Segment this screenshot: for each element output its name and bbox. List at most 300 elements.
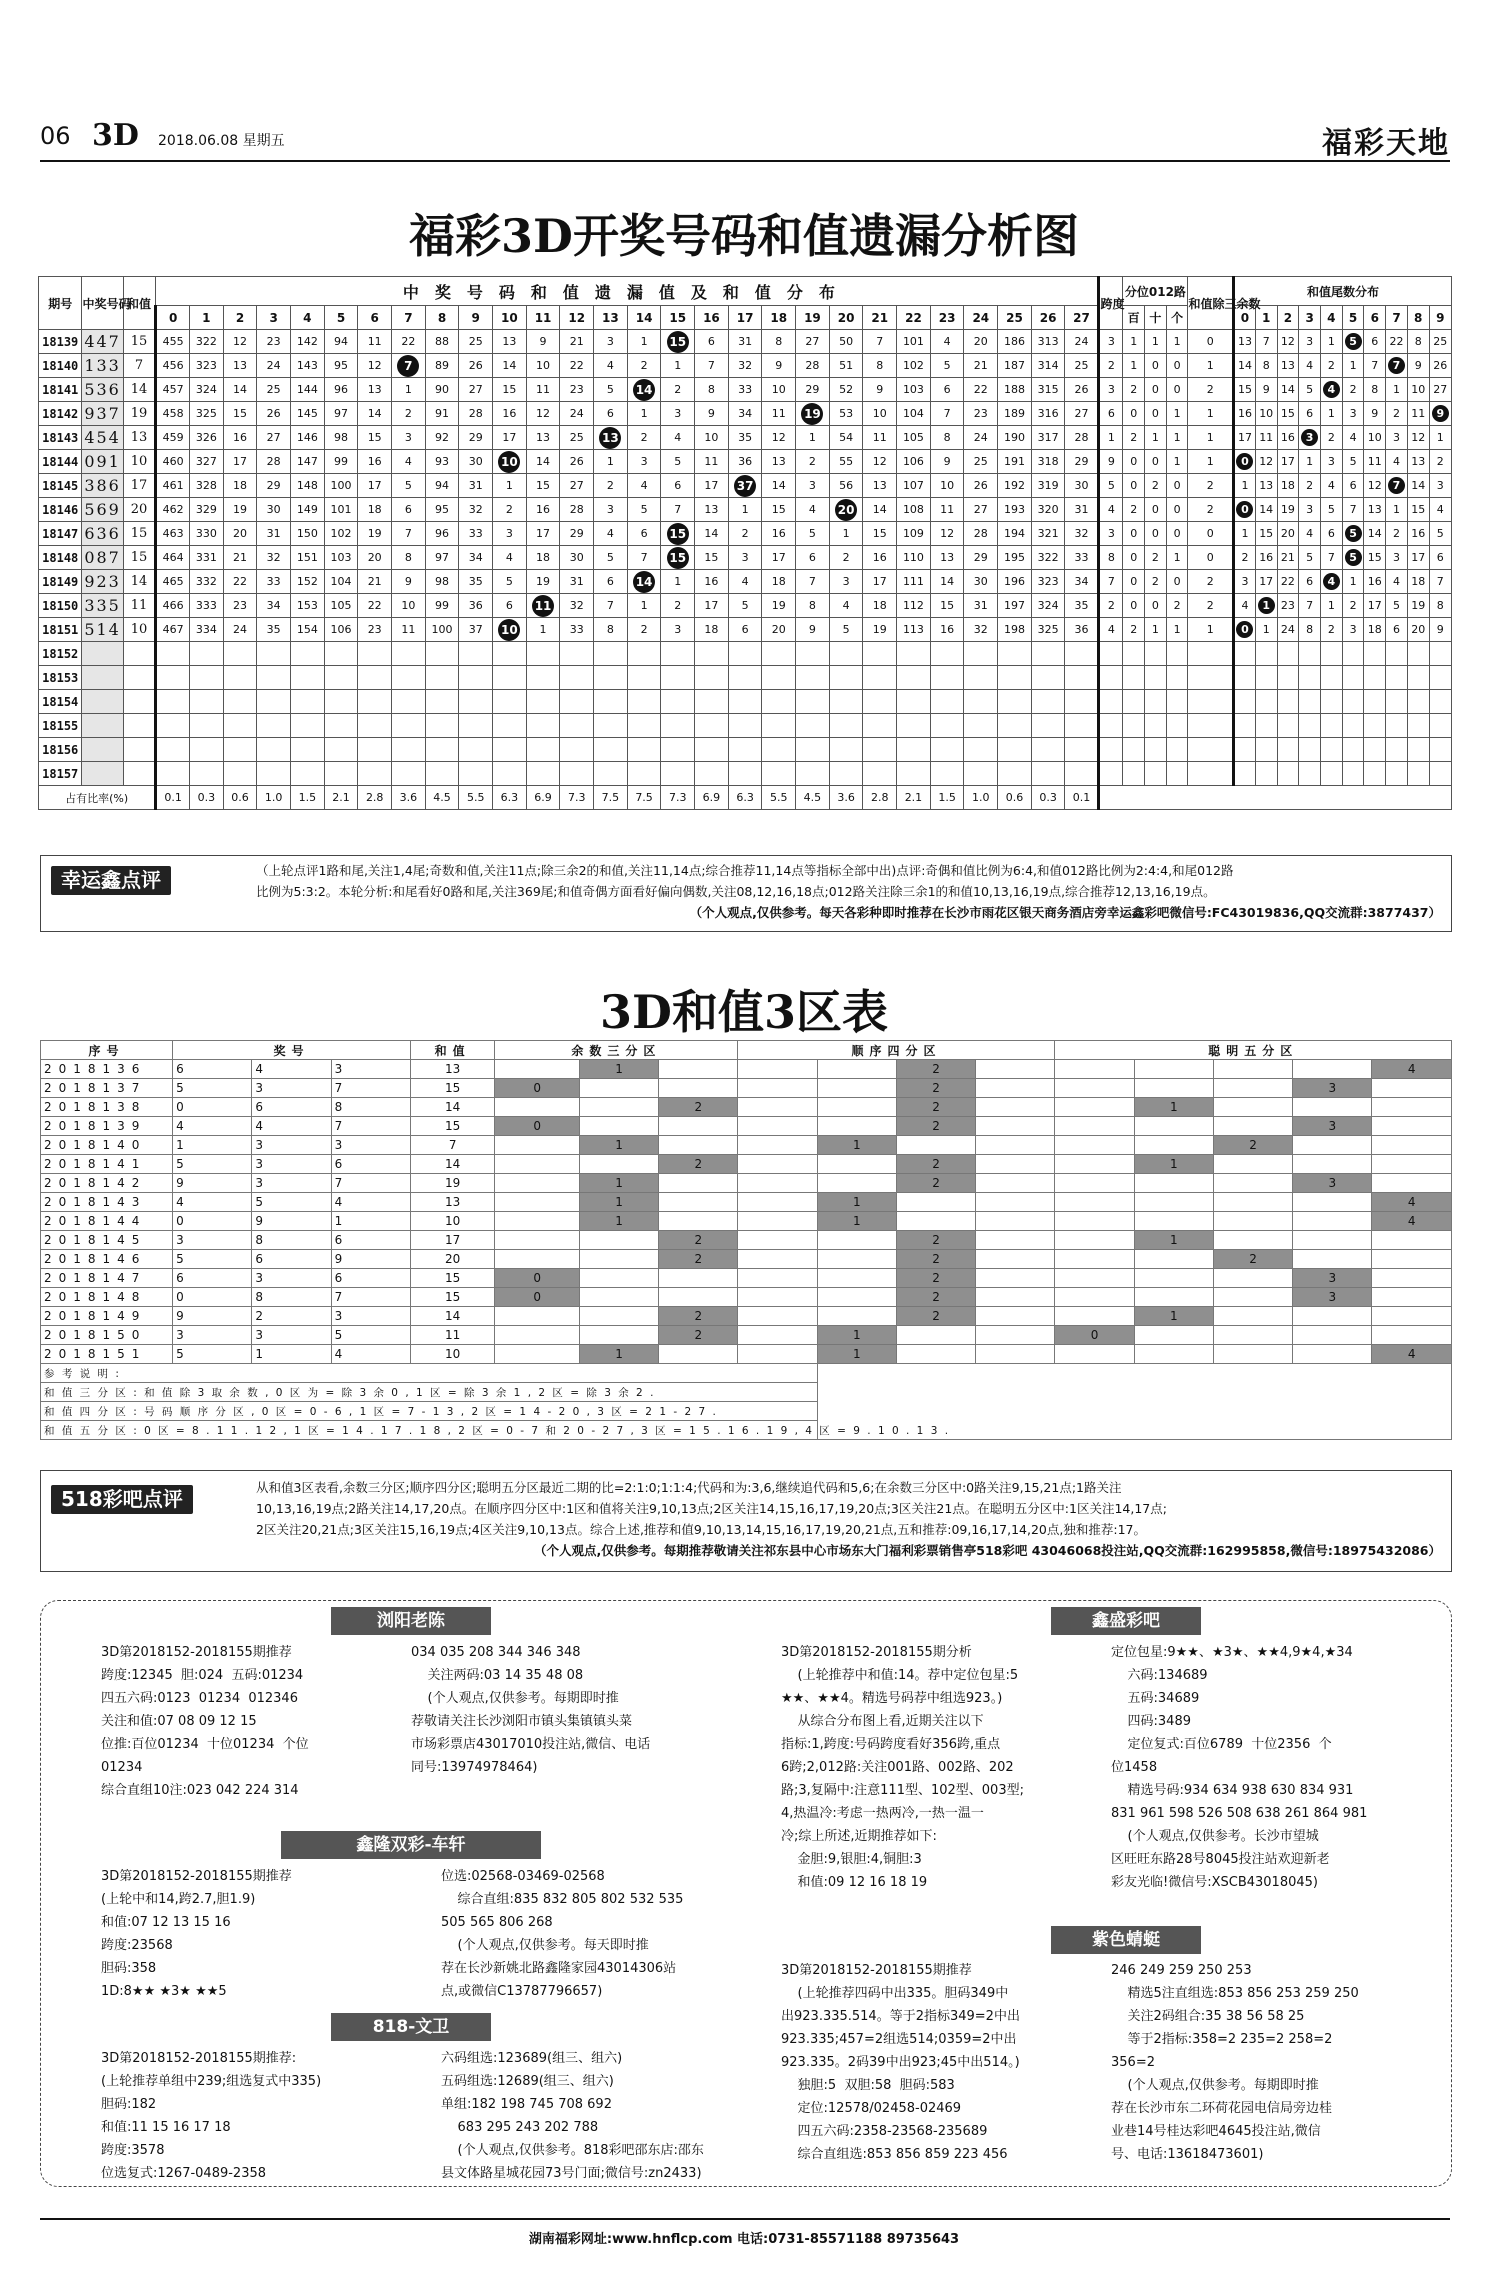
winning-number: 569 [82, 498, 123, 522]
mod3-value: 2 [1188, 594, 1234, 618]
zone5-cell [1213, 1269, 1292, 1288]
omission-cell: 14 [223, 378, 257, 402]
route-value: 0 [1145, 378, 1167, 402]
zone5-cell [1055, 1098, 1134, 1117]
route-value: 0 [1123, 570, 1145, 594]
tail-cell: 2 [1342, 378, 1364, 402]
omission-cell: 17 [695, 474, 729, 498]
omission-cell: 30 [964, 570, 998, 594]
tail-cell [1429, 666, 1451, 690]
zone4-cell [738, 1193, 817, 1212]
sum-col-header: 11 [526, 306, 560, 330]
sum-cell: 13 [410, 1060, 495, 1079]
recommend-text: 3D第2018152-2018155期分析 (上轮推荐中和值:14。荐中定位包星:5 ★★、★★4。精选号码荐中组选923。) 从综合分布图上看,近期关注以下 指标:1,跨度:号码跨度看好356跨,重点 6跨;2,012路:关注001路、002路、202 路;3,复隔中:注意111型、102型、003型; 4,热温冷:考虑一热两冷,一热一温一 冷;综上所述,近期推荐如下: 金胆:9,银胆:4,铜胆:3 和值:09 12 16 18 19 [781, 1645, 1024, 1890]
ratio-cell: 2.8 [863, 786, 897, 810]
omission-cell [459, 690, 493, 714]
zone5-cell [1134, 1193, 1213, 1212]
tail-cell: 24 [1277, 618, 1299, 642]
tail-cell [1364, 666, 1386, 690]
tail-cell: 4 [1299, 354, 1321, 378]
omission-cell: 34 [459, 546, 493, 570]
digit-cell: 6 [331, 1231, 410, 1250]
tail-cell: 8 [1299, 618, 1321, 642]
route-value: 0 [1166, 498, 1188, 522]
omission-cell: 33 [1065, 546, 1099, 570]
tail-cell: 11 [1364, 450, 1386, 474]
omission-cell [695, 762, 729, 786]
sum-col-header: 14 [627, 306, 661, 330]
omission-cell [594, 666, 628, 690]
ratio-cell: 5.5 [762, 786, 796, 810]
tail-cell: 14 [1234, 354, 1256, 378]
tail-cell [1277, 666, 1299, 690]
omission-cell: 20 [358, 546, 392, 570]
zone3-cell [579, 1288, 658, 1307]
omission-cell [863, 642, 897, 666]
zone4-cell: 2 [896, 1098, 975, 1117]
tail-cell: 13 [1234, 330, 1256, 354]
brand-logo: 福彩天地 [1322, 126, 1450, 161]
omission-cell: 333 [190, 594, 224, 618]
sum-value [123, 762, 156, 786]
omission-cell [223, 642, 257, 666]
digit-cell: 5 [173, 1345, 252, 1364]
omission-cell: 197 [998, 594, 1032, 618]
omission-cell: 17 [762, 546, 796, 570]
omission-cell: 321 [1031, 522, 1065, 546]
route-value: 0 [1123, 522, 1145, 546]
mod3-value: 0 [1188, 546, 1234, 570]
sum-col-header: 12 [560, 306, 594, 330]
omission-cell: 2 [829, 546, 863, 570]
omission-cell: 189 [998, 402, 1032, 426]
omission-cell: 148 [291, 474, 325, 498]
zone5-cell [1372, 1098, 1452, 1117]
section-header: 浏阳老陈 [331, 1607, 491, 1635]
tail-cell: 18 [1277, 474, 1299, 498]
omission-cell [762, 690, 796, 714]
zone3-cell: 0 [495, 1079, 580, 1098]
omission-cell: 455 [156, 330, 190, 354]
omission-cell [358, 642, 392, 666]
header-sum: 和值 [123, 277, 156, 330]
mod3-value: 1 [1188, 450, 1234, 474]
omission-cell [762, 762, 796, 786]
omission-cell: 3 [594, 330, 628, 354]
route-value: 0 [1123, 402, 1145, 426]
omission-cell [998, 714, 1032, 738]
zone5-cell [1213, 1079, 1292, 1098]
table-row [39, 426, 1452, 450]
route-value [1166, 762, 1188, 786]
omission-cell: 29 [459, 426, 493, 450]
recommend-text: 034 035 208 344 346 348 关注两码:03 14 35 48 08 (个人观点,仅供参考。每期即时推 荐敬请关注长沙浏阳市镇头集镇镇头菜 市场彩票店43017010投注站,微信、电话 同号:13974978464) [411, 1645, 651, 1775]
omission-cell: 25 [964, 450, 998, 474]
period-cell: 18151 [39, 618, 82, 642]
omission-cell [223, 762, 257, 786]
header-period: 期号 [39, 277, 82, 330]
route-value: 0 [1123, 594, 1145, 618]
hit-marker: 13 [599, 427, 621, 449]
route-value [1188, 762, 1234, 786]
omission-cell: 18 [863, 594, 897, 618]
tail-cell: 21 [1277, 546, 1299, 570]
omission-cell [392, 738, 426, 762]
omission-cell: 8 [762, 330, 796, 354]
omission-cell: 7 [796, 570, 830, 594]
section-name: 3D [92, 118, 139, 153]
period-cell: 2018150 [41, 1326, 173, 1345]
masthead-rule [40, 160, 1450, 162]
omission-cell: 25 [459, 330, 493, 354]
period-cell: 18152 [39, 642, 82, 666]
digit-cell: 5 [173, 1155, 252, 1174]
tail-cell [1255, 762, 1277, 786]
tail-cell: 3 [1299, 330, 1321, 354]
zone3-cell [579, 1098, 658, 1117]
tail-cell: 13 [1364, 498, 1386, 522]
ratio-cell: 3.6 [392, 786, 426, 810]
route-value: 1 [1123, 354, 1145, 378]
ratio-label: 占有比率(%) [39, 786, 156, 810]
omission-cell [291, 642, 325, 666]
zone4-cell [738, 1155, 817, 1174]
sum-col-header: 22 [897, 306, 931, 330]
sum-value: 11 [123, 594, 156, 618]
tail-cell [1255, 690, 1277, 714]
omission-cell [1031, 738, 1065, 762]
zone5-cell [1134, 1079, 1213, 1098]
omission-cell: 15 [526, 474, 560, 498]
omission-cell: 52 [829, 378, 863, 402]
zone3-cell [659, 1212, 738, 1231]
tail-cell: 5 [1299, 546, 1321, 570]
omission-cell: 151 [291, 546, 325, 570]
omission-cell: 4 [392, 450, 426, 474]
winning-number: 447 [82, 330, 123, 354]
digit-cell: 9 [331, 1250, 410, 1269]
omission-cell [223, 738, 257, 762]
omission-cell [156, 666, 190, 690]
omission-cell: 186 [998, 330, 1032, 354]
zone3-cell: 1 [579, 1136, 658, 1155]
zone4-cell [817, 1269, 896, 1288]
table-row [39, 474, 1452, 498]
period-cell: 18141 [39, 378, 82, 402]
tail-cell [1386, 714, 1408, 738]
tail-cell: 3 [1320, 450, 1342, 474]
tail-cell: 3 [1299, 498, 1321, 522]
digit-cell: 5 [173, 1250, 252, 1269]
zone4-cell [976, 1098, 1055, 1117]
table-row [39, 330, 1452, 354]
zone3-cell [579, 1250, 658, 1269]
tail-hit-marker: 5 [1345, 549, 1362, 566]
mod3-value: 0 [1188, 522, 1234, 546]
omission-cell [291, 690, 325, 714]
omission-cell: 3 [661, 618, 695, 642]
comment-text: （上轮点评1路和尾,关注1,4尾;奇数和值,关注11点;除三余2的和值,关注11,14点;综合推荐11,14点等指标全部中出)点评:奇偶和值比例为6:4,和值012路比例为2:4:4,和尾012路 比例为5:3:2。本轮分析:和尾看好0路和尾,关注369尾;和值奇偶方面看好偏向偶数,关注08,12,16,18点;012路关注除三余1的和值10,13,16,19点,综合推荐12,13,16,19点。 （个人观点,仅供参考。每天各彩种即时推荐在长沙市雨花区银天商务酒店旁幸运鑫彩吧微信号:FC43019836,QQ交流群:3877437） [256, 863, 1441, 920]
table-row [41, 1231, 1452, 1250]
sum-col-header: 10 [493, 306, 527, 330]
sum-col-header: 27 [1065, 306, 1099, 330]
zone4-cell [817, 1307, 896, 1326]
omission-cell: 188 [998, 378, 1032, 402]
omission-cell [594, 690, 628, 714]
zone4-cell: 2 [896, 1250, 975, 1269]
digit-cell: 6 [331, 1269, 410, 1288]
omission-cell [695, 666, 729, 690]
omission-cell: 34 [728, 402, 762, 426]
zone4-cell [976, 1155, 1055, 1174]
omission-cell: 142 [291, 330, 325, 354]
omission-cell: 35 [1065, 594, 1099, 618]
omission-cell: 1 [661, 354, 695, 378]
chart2-title: 3D和值3区表 [600, 985, 888, 1039]
omission-cell: 191 [998, 450, 1032, 474]
omission-cell: 94 [425, 474, 459, 498]
route-value: 0 [1145, 402, 1167, 426]
tail-cell: 7 [1320, 546, 1342, 570]
winning-number: 091 [82, 450, 123, 474]
sum-cell: 10 [410, 1212, 495, 1231]
omission-cell [796, 666, 830, 690]
zone4-cell [976, 1174, 1055, 1193]
tail-hit-marker: 9 [1432, 405, 1449, 422]
zone4-cell [738, 1345, 817, 1364]
omission-cell: 113 [897, 618, 931, 642]
tail-cell: 7 [1364, 354, 1386, 378]
tail-cell [1234, 762, 1256, 786]
hit-marker: 19 [801, 403, 823, 425]
ratio-cell: 0.3 [190, 786, 224, 810]
tail-cell: 15 [1407, 498, 1429, 522]
recommend-text: 定位包星:9★★、★3★、★★4,9★4,★34 六码:134689 五码:34689 四码:3489 定位复式:百位6789 十位2356 个 位1458 精选号码:934 634 938 630 834 931 831 961 598 526 508 638 261 864 981 (个人观点,仅供参考。长沙市望城 区旺旺东路28号8045投注站欢迎新老 彩友光临!微信号:XSCB43018045) [1111, 1645, 1368, 1890]
omission-cell [1031, 666, 1065, 690]
omission-cell [459, 642, 493, 666]
span-value [1099, 762, 1123, 786]
zone5-cell [1134, 1136, 1213, 1155]
period-cell: 18150 [39, 594, 82, 618]
omission-cell: 10 [695, 426, 729, 450]
span-value: 8 [1099, 546, 1123, 570]
omission-cell [156, 714, 190, 738]
zone5-cell [1134, 1117, 1213, 1136]
span-value: 2 [1099, 594, 1123, 618]
tail-hit-marker: 3 [1301, 429, 1318, 446]
zone4-cell: 1 [817, 1193, 896, 1212]
ratio-row [39, 786, 1452, 810]
omission-cell: 29 [796, 378, 830, 402]
table-row [41, 1117, 1452, 1136]
omission-cell: 4 [661, 426, 695, 450]
route-value: 0 [1145, 498, 1167, 522]
zone3-cell [659, 1288, 738, 1307]
omission-cell: 35 [257, 618, 291, 642]
tail-hit-marker: 0 [1236, 501, 1253, 518]
omission-cell [493, 714, 527, 738]
omission-cell: 16 [223, 426, 257, 450]
omission-cell: 6 [594, 402, 628, 426]
zone4-cell [738, 1098, 817, 1117]
omission-cell: 92 [425, 426, 459, 450]
route-value [1166, 666, 1188, 690]
route-value: 2 [1145, 570, 1167, 594]
sum-value: 10 [123, 450, 156, 474]
tail-cell: 6 [1299, 570, 1321, 594]
tail-cell [1320, 690, 1342, 714]
omission-cell: 2 [661, 594, 695, 618]
ratio-cell: 7.5 [594, 786, 628, 810]
omission-cell: 196 [998, 570, 1032, 594]
omission-cell [223, 714, 257, 738]
omission-cell [695, 714, 729, 738]
sum-cell: 15 [410, 1269, 495, 1288]
route-value: 1 [1166, 618, 1188, 642]
tail-cell: 5 [1429, 522, 1451, 546]
section-header: 鑫隆双彩-车轩 [281, 1831, 541, 1859]
sum-cell: 20 [410, 1250, 495, 1269]
zone5-cell [1372, 1155, 1452, 1174]
tail-cell [1277, 762, 1299, 786]
zone5-cell [1293, 1060, 1372, 1079]
comment-box-1 [40, 855, 1452, 932]
digit-cell: 4 [331, 1345, 410, 1364]
period-cell: 2018151 [41, 1345, 173, 1364]
table-row [41, 1060, 1452, 1079]
note-text: 和 值 五 分 区 : 0 区 = 8 . 1 1 . 1 2 , 1 区 = 1 4 . 1 7 . 1 8 , 2 区 = 0 - 7 和 2 0 - 2 7 , 3 区 = 1 5 . 1 6 . 1 9 , 4 区 = 9 . 1 0 . 1 3 . [41, 1421, 818, 1440]
tail-cell: 10 [1364, 426, 1386, 450]
omission-cell: 9 [796, 618, 830, 642]
omission-cell: 195 [998, 546, 1032, 570]
table-row [41, 1212, 1452, 1231]
tail-cell: 17 [1277, 450, 1299, 474]
zone3-cell: 0 [495, 1117, 580, 1136]
omission-cell [998, 690, 1032, 714]
tail-cell [1255, 642, 1277, 666]
table-row [39, 690, 1452, 714]
omission-cell [829, 690, 863, 714]
digit-cell: 7 [331, 1079, 410, 1098]
hit-marker: 15 [667, 547, 689, 569]
omission-cell: 20 [223, 522, 257, 546]
omission-cell: 5 [728, 594, 762, 618]
zone4-cell [976, 1136, 1055, 1155]
sum-value: 14 [123, 570, 156, 594]
zone4-cell [817, 1155, 896, 1174]
sum-col-header: 26 [1031, 306, 1065, 330]
omission-cell: 3 [796, 474, 830, 498]
omission-cell [526, 738, 560, 762]
omission-cell [863, 738, 897, 762]
ratio-cell: 6.3 [728, 786, 762, 810]
omission-cell: 95 [425, 498, 459, 522]
tail-cell: 1 [1320, 330, 1342, 354]
tail-cell [1386, 690, 1408, 714]
omission-cell: 6 [661, 474, 695, 498]
omission-cell [695, 690, 729, 714]
omission-cell: 143 [291, 354, 325, 378]
ratio-cell: 2.8 [358, 786, 392, 810]
omission-cell: 55 [829, 450, 863, 474]
omission-cell: 112 [897, 594, 931, 618]
omission-cell: 16 [493, 402, 527, 426]
omission-cell: 194 [998, 522, 1032, 546]
route-value [1145, 642, 1167, 666]
tail-cell [1234, 618, 1256, 642]
tail-cell [1364, 714, 1386, 738]
span-value: 9 [1099, 450, 1123, 474]
omission-cell [223, 666, 257, 690]
digit-cell: 0 [173, 1098, 252, 1117]
ratio-cell: 2.1 [324, 786, 358, 810]
table-row [41, 1174, 1452, 1193]
sum-cell: 15 [410, 1079, 495, 1098]
digit-cell: 4 [173, 1117, 252, 1136]
zone3-cell [495, 1098, 580, 1117]
omission-cell: 5 [796, 522, 830, 546]
sum-col-header: 17 [728, 306, 762, 330]
omission-cell: 25 [1065, 354, 1099, 378]
sum-col-header: 8 [425, 306, 459, 330]
omission-cell: 9 [762, 354, 796, 378]
omission-cell [190, 714, 224, 738]
omission-cell [964, 714, 998, 738]
tail-cell: 15 [1234, 378, 1256, 402]
omission-cell [526, 714, 560, 738]
omission-cell [1065, 666, 1099, 690]
omission-cell: 107 [897, 474, 931, 498]
tail-col-header: 9 [1429, 306, 1451, 330]
tail-cell: 2 [1320, 618, 1342, 642]
omission-cell [358, 738, 392, 762]
digit-cell: 3 [331, 1060, 410, 1079]
winning-number: 536 [82, 378, 123, 402]
tail-cell: 5 [1299, 378, 1321, 402]
ratio-cell: 2.1 [897, 786, 931, 810]
omission-cell: 15 [863, 522, 897, 546]
omission-cell: 323 [1031, 570, 1065, 594]
tail-cell [1320, 762, 1342, 786]
route-value [1166, 738, 1188, 762]
omission-cell: 11 [863, 426, 897, 450]
omission-cell: 31 [560, 570, 594, 594]
omission-cell: 91 [425, 402, 459, 426]
digit-cell: 3 [252, 1326, 331, 1345]
table-row [39, 522, 1452, 546]
zone5-cell [1372, 1136, 1452, 1155]
route-value [1166, 642, 1188, 666]
tail-cell [1277, 690, 1299, 714]
omission-cell: 154 [291, 618, 325, 642]
omission-cell: 329 [190, 498, 224, 522]
sum-col-header: 13 [594, 306, 628, 330]
section-header: 鑫盛彩吧 [1051, 1607, 1201, 1635]
omission-cell: 109 [897, 522, 931, 546]
omission-cell: 9 [392, 570, 426, 594]
route-col-header: 十 [1145, 306, 1167, 330]
recommend-text: 246 249 259 250 253 精选5注直组选:853 856 253 259 250 关注2码组合:35 38 56 58 25 等于2指标:358=2 235=2 258=2 356=2 (个人观点,仅供参考。每期即时推 荐在长沙市东二环荷花园电信局旁边桂 业巷14号桂达彩吧4645投注站,微信 号、电话:13618473601) [1111, 1963, 1359, 2162]
ratio-cell: 1.0 [964, 786, 998, 810]
hit-marker: 7 [397, 355, 419, 377]
tail-cell: 20 [1277, 522, 1299, 546]
omission-cell: 460 [156, 450, 190, 474]
tail-cell [1386, 738, 1408, 762]
tail-cell [1364, 642, 1386, 666]
omission-cell: 6 [796, 546, 830, 570]
winning-number: 937 [82, 402, 123, 426]
tail-cell [1342, 690, 1364, 714]
